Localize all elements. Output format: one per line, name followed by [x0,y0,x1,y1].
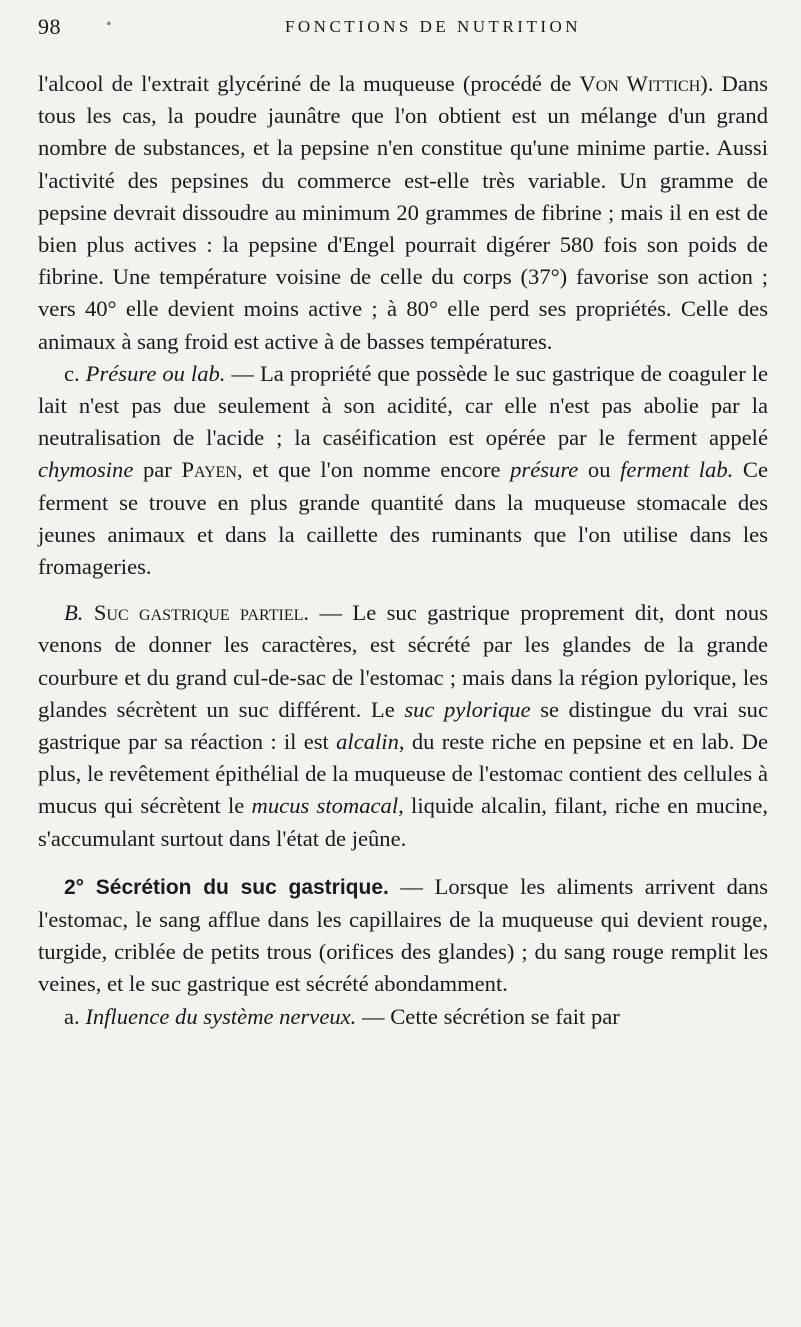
paragraph-suc-gastrique-partiel [38,597,768,855]
page-number: 98 [38,14,61,39]
paragraph-presure [38,358,768,583]
text-run: par [133,457,182,483]
header-separator-mark: • [106,16,112,33]
subsection-title: Présure ou lab. [85,360,226,386]
subsection-title: Suc gastrique partiel. [83,600,310,626]
subsection-title: Influence du système nerveux. [85,1003,357,1029]
paragraph-influence-nerveux [38,1001,768,1033]
running-header [38,14,768,44]
author-name: Payen [181,457,237,483]
author-name: Von Wittich [579,71,701,96]
text-run: — Lorsque les aliments arrivent dans l'estomac, le sang afflue dans les capillaires de la muqueuse qui devient rouge, turgide, criblée de petits trous (orifices des glandes) ; du sang rouge remplit les veines, et le suc gastrique est sécrété abondamment. [38,873,769,997]
text-run: — La propriété que possède le suc gastrique de coaguler le lait n'est pas due seulement à son acidité, car elle n'est pas abolie par la neutralisation de l'acide ; la caséification est opérée par le ferment appelé [38,360,769,451]
text-run: — Cette sécrétion se fait par [356,1003,620,1029]
subsection-label: B. [64,600,84,626]
subsection-label: a. [64,1003,86,1029]
term-italic: suc pylorique [404,696,531,722]
text-run: , du reste riche en pepsine et en lab. De plus, le revêtement épithélial de la muqueuse de l'estomac contient des cellules à mucus qui sécrètent le [38,729,769,819]
paragraph-pepsin-continued [38,68,768,358]
term-italic: ferment lab. [620,457,734,483]
text-run: , et que l'on nomme encore [236,457,511,483]
body-text [38,68,768,1033]
subsection-label: c. [64,360,86,386]
section-heading: 2° Sécrétion du suc gastrique. [64,875,389,899]
text-run: ou [578,457,621,483]
term-italic: alcalin [336,729,399,755]
text-run: Ce ferment se trouve en plus grande quantité dans la muqueuse stomacale des jeunes animaux et dans la caillette des ruminants que l'on utilise dans les fromageries. [38,457,769,580]
text-run: l'alcool de l'extrait glycériné de la muqueuse (procédé de [38,71,580,96]
paragraph-secretion [38,871,768,1001]
text-run: — Le suc gastrique proprement dit, dont nous venons de donner les caractères, est sécrété par les glandes de la grande courbure et du grand cul-de-sac de l'estomac ; mais dans la région pylorique, les glandes sécrètent un suc différent. Le [38,600,768,722]
term-italic: présure [510,457,579,483]
text-run: se distingue du vrai suc gastrique par sa réaction : il est [38,696,769,755]
text-run: ). Dans tous les cas, la poudre jaunâtre que l'on obtient est un mélange d'un grand nombre de substances, et la pepsine n'en constitue qu'une minime partie. Aussi l'activité des pepsines du commerce est-elle très variable. Un gramme de pepsine devrait dissoudre au minimum 20 grammes de fibrine ; mais il en est de bien plus actives : la pepsine d'Engel pourrait digérer 580 fois son poids de fibrine. Une température voisine de celle du corps (37°) favorise son action ; vers 40° elle devient moins active ; à 80° elle perd ses propriétés. Celle des animaux à sang froid est active à de basses températures. [38,71,768,354]
running-title: FONCTIONS DE NUTRITION [284,17,582,36]
term-italic: chymosine [38,457,134,483]
text-run: , liquide alcalin, filant, riche en mucine, s'accumulant surtout dans l'état de jeûne. [38,793,768,851]
term-italic: mucus stomacal [251,793,399,819]
